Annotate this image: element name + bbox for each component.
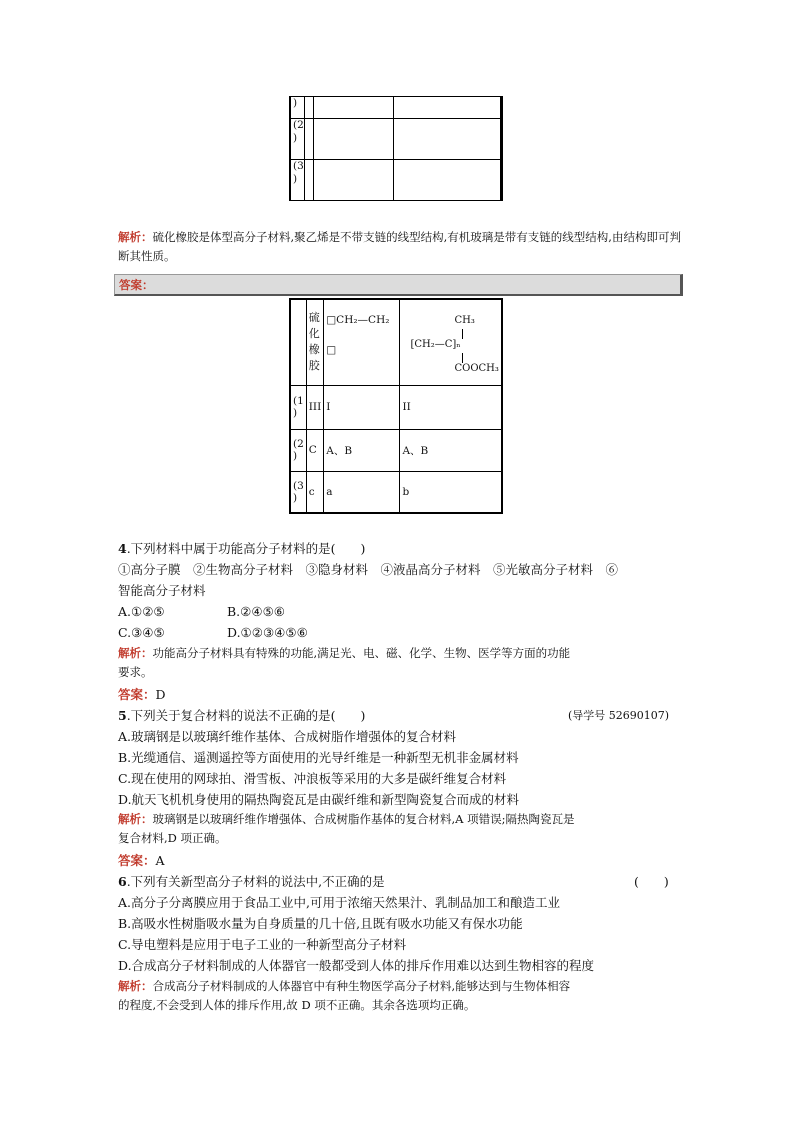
row-label: (3 ) bbox=[293, 479, 304, 504]
table-cell bbox=[394, 160, 502, 201]
table-cell bbox=[290, 429, 306, 471]
table-cell bbox=[324, 299, 400, 385]
table-cell bbox=[290, 385, 306, 429]
q5-explanation bbox=[118, 810, 683, 848]
row-label: (1 ) bbox=[293, 395, 304, 419]
row-label: (2 ) bbox=[293, 438, 304, 462]
row-label: (2 ) bbox=[293, 119, 304, 144]
table-cell bbox=[304, 97, 313, 119]
table-cell bbox=[304, 119, 313, 160]
question-number: 5 bbox=[118, 708, 127, 723]
explanation-q3 bbox=[118, 228, 683, 266]
table-cell: ) bbox=[290, 97, 304, 119]
top-table bbox=[289, 96, 503, 201]
table-cell: b bbox=[400, 471, 502, 513]
q4-explanation bbox=[118, 644, 683, 682]
pmma-chain: [CH₂—C]ₙ bbox=[410, 339, 461, 351]
explanation-label: 解析： bbox=[118, 812, 153, 826]
answer-value: D bbox=[155, 687, 166, 702]
q4-items-line1: ①高分子膜 ②生物高分子材料 ③隐身材料 ④液晶高分子材料 ⑤光敏高分子材料 ⑥ bbox=[118, 562, 619, 577]
table-cell bbox=[290, 119, 304, 160]
q6-option-d: D.合成高分子材料制成的人体器官一般都受到人体的排斥作用难以达到生物相容的程度 bbox=[118, 958, 595, 973]
explanation-text: 硫化橡胶是体型高分子材料,聚乙烯是不带支链的线型结构,有机玻璃是带有支链的线型结构,由结构即可判断其性质。 bbox=[118, 230, 681, 263]
polyethylene-formula: □CH₂—CH₂ bbox=[326, 314, 390, 326]
table-cell bbox=[400, 299, 502, 385]
table-cell: A、B bbox=[324, 429, 400, 471]
table-cell: c bbox=[306, 471, 323, 513]
table-cell bbox=[394, 119, 502, 160]
explanation-text: 玻璃钢是以玻璃纤维作增强体、合成树脂作基体的复合材料,A 项错误;隔热陶瓷瓦是 bbox=[152, 812, 575, 826]
q6-stem bbox=[118, 871, 385, 892]
q5-option-b: B.光缆通信、遥测遥控等方面使用的光导纤维是一种新型无机非金属材料 bbox=[118, 750, 519, 765]
answer-table bbox=[289, 298, 503, 514]
explanation-text: 复合材料,D 项正确。 bbox=[118, 831, 227, 845]
q5-option-a: A.玻璃钢是以玻璃纤维作基体、合成树脂作增强体的复合材料 bbox=[118, 729, 457, 744]
q5-stem bbox=[118, 705, 365, 726]
table-cell: III bbox=[306, 385, 323, 429]
question-text: .下列有关新型高分子材料的说法中,不正确的是 bbox=[126, 874, 385, 889]
pmma-ch3: CH₃ bbox=[454, 315, 475, 327]
explanation-label: 解析： bbox=[118, 979, 153, 993]
table-cell: A、B bbox=[400, 429, 502, 471]
question-number: 6 bbox=[118, 874, 127, 889]
table-cell bbox=[313, 119, 394, 160]
q6-bracket: ( ) bbox=[634, 874, 669, 889]
table-cell bbox=[304, 160, 313, 201]
table-cell: C bbox=[306, 429, 323, 471]
table-cell bbox=[394, 97, 502, 119]
q5-answer bbox=[118, 850, 165, 871]
explanation-text: 功能高分子材料具有特殊的功能,满足光、电、磁、化学、生物、医学等方面的功能 bbox=[152, 646, 571, 660]
explanation-text: 合成高分子材料制成的人体器官中有种生物医学高分子材料,能够达到与生物体相容 bbox=[152, 979, 571, 993]
q6-option-b: B.高吸水性树脂吸水量为自身质量的几十倍,且既有吸水功能又有保水功能 bbox=[118, 916, 523, 931]
q4-items-line2: 智能高分子材料 bbox=[118, 583, 206, 598]
q6-explanation bbox=[118, 977, 683, 1015]
table-cell bbox=[290, 471, 306, 513]
header-rubber: 硫化橡胶 bbox=[308, 311, 320, 373]
q4-answer bbox=[118, 684, 166, 705]
answer-label: 答案： bbox=[119, 278, 154, 292]
q4-stem bbox=[118, 538, 365, 559]
pmma-formula bbox=[402, 307, 499, 377]
q5-option-c: C.现在使用的网球拍、滑雪板、冲浪板等采用的大多是碳纤维复合材料 bbox=[118, 771, 507, 786]
table-cell bbox=[313, 97, 394, 119]
row-label: (3 ) bbox=[293, 160, 304, 185]
q5-guide-number: (导学号 52690107) bbox=[568, 709, 670, 722]
q6-option-a: A.高分子分离膜应用于食品工业中,可用于浓缩天然果汁、乳制品加工和酿造工业 bbox=[118, 895, 560, 910]
q4-option-d: D.①②③④⑤⑥ bbox=[227, 625, 308, 640]
explanation-text: 要求。 bbox=[118, 665, 153, 679]
pmma-bond-top bbox=[462, 329, 463, 339]
table-cell bbox=[290, 160, 304, 201]
polyethylene-box: □ bbox=[326, 344, 337, 356]
question-number: 4 bbox=[118, 541, 127, 556]
pmma-bond-bottom bbox=[462, 353, 463, 363]
q4-option-a: A.①②⑤ bbox=[118, 604, 165, 619]
table-cell bbox=[290, 299, 306, 385]
explanation-label: 解析： bbox=[118, 646, 153, 660]
question-text: .下列材料中属于功能高分子材料的是( ) bbox=[126, 541, 366, 556]
answer-value: A bbox=[155, 853, 165, 868]
q5-option-d: D.航天飞机机身使用的隔热陶瓷瓦是由碳纤维和新型陶瓷复合而成的材料 bbox=[118, 792, 520, 807]
q6-option-c: C.导电塑料是应用于电子工业的一种新型高分子材料 bbox=[118, 937, 407, 952]
explanation-label: 解析： bbox=[118, 230, 153, 244]
table-cell: I bbox=[324, 385, 400, 429]
pmma-cooch3: COOCH₃ bbox=[454, 363, 499, 375]
explanation-text: 的程度,不会受到人体的排斥作用,故 D 项不正确。其余各选项均正确。 bbox=[118, 998, 476, 1012]
table-cell bbox=[306, 299, 323, 385]
question-text: .下列关于复合材料的说法不正确的是( ) bbox=[126, 708, 366, 723]
table-cell bbox=[313, 160, 394, 201]
answer-bar bbox=[114, 274, 683, 296]
q4-option-b: B.②④⑤⑥ bbox=[227, 604, 285, 619]
answer-label: 答案： bbox=[118, 853, 156, 868]
table-cell: a bbox=[324, 471, 400, 513]
q4-option-c: C.③④⑤ bbox=[118, 625, 165, 640]
answer-label: 答案： bbox=[118, 687, 156, 702]
table-cell: II bbox=[400, 385, 502, 429]
